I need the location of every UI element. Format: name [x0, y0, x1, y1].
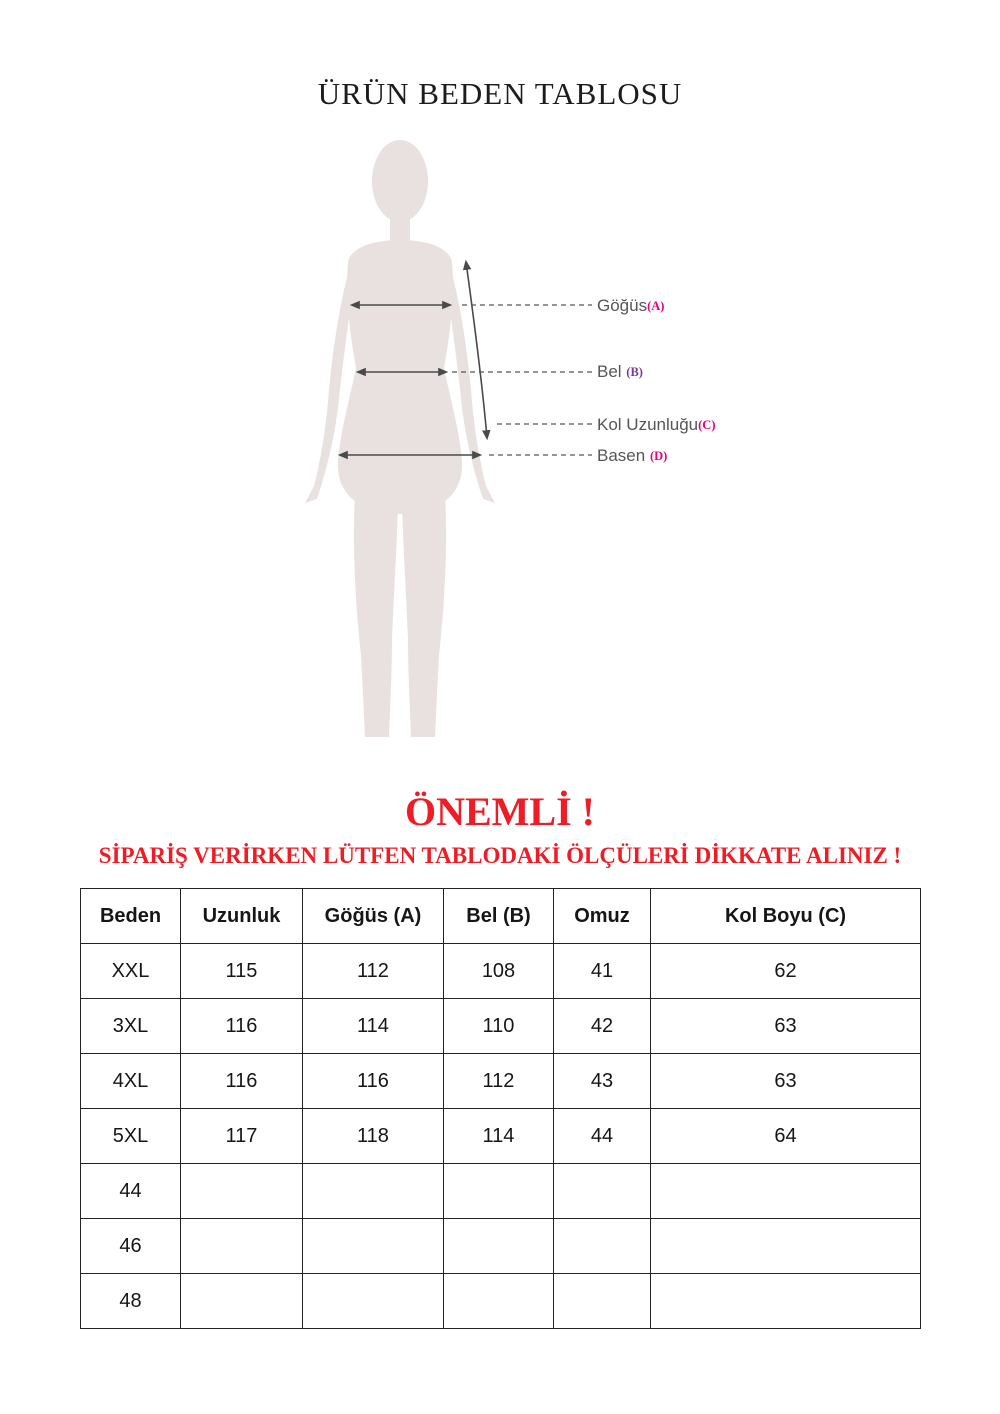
table-cell: 44	[554, 1109, 651, 1164]
table-cell	[651, 1274, 921, 1329]
table-cell	[181, 1274, 303, 1329]
table-cell	[444, 1164, 554, 1219]
table-cell	[303, 1219, 444, 1274]
table-cell: 117	[181, 1109, 303, 1164]
table-cell: 62	[651, 944, 921, 999]
label-chest	[597, 296, 664, 317]
table-cell: 42	[554, 999, 651, 1054]
column-header-beden: Beden	[81, 889, 181, 944]
table-cell: 46	[81, 1219, 181, 1274]
table-cell: 116	[181, 1054, 303, 1109]
table-cell: 48	[81, 1274, 181, 1329]
label-waist-text: Bel	[597, 362, 627, 381]
page-title: ÜRÜN BEDEN TABLOSU	[317, 76, 683, 111]
table-cell: 116	[303, 1054, 444, 1109]
table-cell	[181, 1164, 303, 1219]
label-arm-length-text: Kol Uzunluğu	[597, 415, 699, 434]
table-row	[81, 1054, 921, 1109]
table-cell: 108	[444, 944, 554, 999]
table-cell	[181, 1219, 303, 1274]
column-header-gogus: Göğüs (A)	[303, 889, 444, 944]
table-cell	[303, 1274, 444, 1329]
label-waist-letter: (B)	[626, 365, 643, 379]
table-cell: 41	[554, 944, 651, 999]
column-header-uzunluk: Uzunluk	[181, 889, 303, 944]
table-row	[81, 1274, 921, 1329]
table-cell: 115	[181, 944, 303, 999]
label-waist	[597, 362, 643, 383]
table-cell	[444, 1274, 554, 1329]
table-row	[81, 999, 921, 1054]
table-row	[81, 944, 921, 999]
table-cell: 116	[181, 999, 303, 1054]
table-cell: 64	[651, 1109, 921, 1164]
table-cell	[554, 1164, 651, 1219]
label-arm-length	[597, 415, 715, 436]
table-row	[81, 1164, 921, 1219]
header-row	[81, 889, 921, 944]
table-cell: 114	[303, 999, 444, 1054]
table-cell: 114	[444, 1109, 554, 1164]
table-cell: 4XL	[81, 1054, 181, 1109]
table-cell	[651, 1219, 921, 1274]
label-hip	[597, 446, 667, 467]
warning-text: SİPARİŞ VERİRKEN LÜTFEN TABLODAKİ ÖLÇÜLERİ DİKKATE ALINIZ !	[98, 843, 902, 868]
size-table	[80, 888, 921, 1329]
important-heading: ÖNEMLİ !	[405, 789, 595, 834]
table-cell: 118	[303, 1109, 444, 1164]
table-cell: 44	[81, 1164, 181, 1219]
table-row	[81, 1109, 921, 1164]
table-cell	[651, 1164, 921, 1219]
table-cell: 3XL	[81, 999, 181, 1054]
column-header-omuz: Omuz	[554, 889, 651, 944]
label-chest-letter: (A)	[647, 299, 665, 313]
label-hip-text: Basen	[597, 446, 650, 465]
table-cell	[554, 1274, 651, 1329]
table-cell: 110	[444, 999, 554, 1054]
column-header-bel: Bel (B)	[444, 889, 554, 944]
label-hip-letter: (D)	[649, 449, 668, 463]
label-arm-length-letter: (C)	[698, 418, 716, 432]
table-cell: 63	[651, 1054, 921, 1109]
table-row	[81, 1219, 921, 1274]
table-cell: 5XL	[81, 1109, 181, 1164]
table-cell: 112	[444, 1054, 554, 1109]
label-chest-text: Göğüs	[597, 296, 648, 315]
table-cell: 63	[651, 999, 921, 1054]
table-cell: 112	[303, 944, 444, 999]
table-cell: 43	[554, 1054, 651, 1109]
table-cell: XXL	[81, 944, 181, 999]
column-header-kol-boyu: Kol Boyu (C)	[651, 889, 921, 944]
table-cell	[554, 1219, 651, 1274]
table-cell	[444, 1219, 554, 1274]
table-cell	[303, 1164, 444, 1219]
female-silhouette	[305, 140, 495, 737]
